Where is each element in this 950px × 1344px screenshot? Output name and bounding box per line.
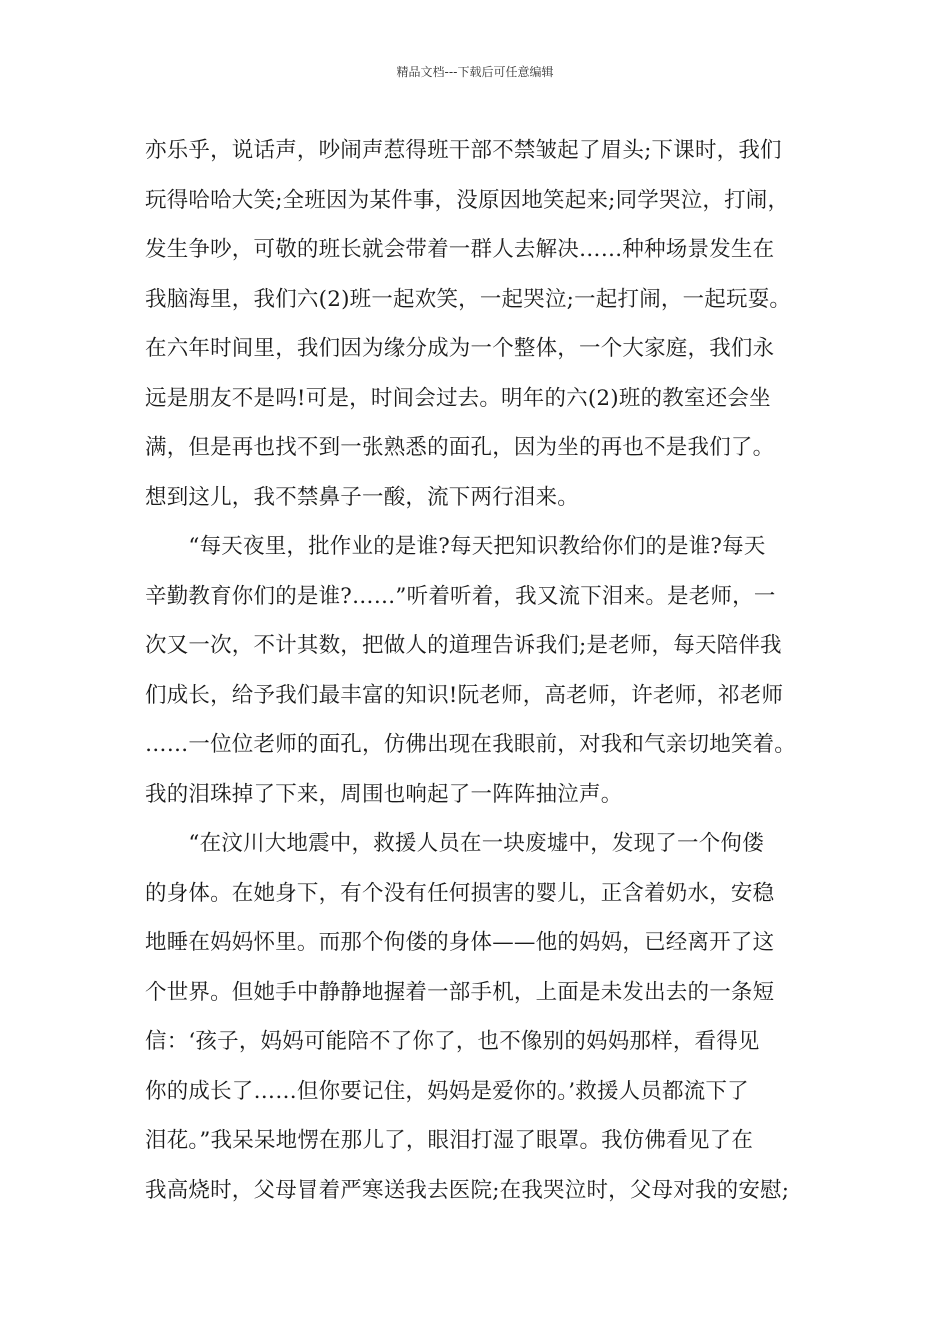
text-line: 泪花。”我呆呆地愣在那儿了，眼泪打湿了眼罩。我仿佛看见了在 [145,1128,754,1153]
text-line: 我脑海里，我们六(2)班一起欢笑，一起哭泣;一起打闹，一起玩耍。 [145,286,792,312]
text-line: 我高烧时，父母冒着严寒送我去医院;在我哭泣时，父母对我的安慰; [145,1177,790,1203]
text-line: 信：‘孩子，妈妈可能陪不了你了，也不像别的妈妈那样，看得见 [145,1029,760,1054]
text-line: 发生争吵，可敬的班长就会带着一群人去解决……种种场景发生在 [145,237,775,262]
text-line: 次又一次，不计其数，把做人的道理告诉我们;是老师，每天陪伴我 [145,633,782,658]
text-line: 玩得哈哈大笑;全班因为某件事，没原因地笑起来;同学哭泣，打闹， [145,187,790,213]
text-line: 亦乐乎，说话声，吵闹声惹得班干部不禁皱起了眉头;下课时，我们 [145,138,782,163]
text-line: 满，但是再也找不到一张熟悉的面孔，因为坐的再也不是我们了。 [145,435,775,460]
text-line: 的身体。在她身下，有个没有任何损害的婴儿，正含着奶水，安稳 [145,880,775,906]
text-line: 辛勤教育你们的是谁?……”听着听着，我又流下泪来。是老师，一 [145,583,776,609]
text-line: ……一位位老师的面孔，仿佛出现在我眼前，对我和气亲切地笑着。 [145,732,797,757]
text-line: 你的成长了……但你要记住，妈妈是爱你的。’救援人员都流下了 [145,1078,749,1104]
text-line: 个世界。但她手中静静地握着一部手机，上面是未发出去的一条短 [145,979,775,1005]
text-line: “在汶川大地震中，救援人员在一块废墟中，发现了一个佝偻 [145,831,764,856]
text-line: 在六年时间里，我们因为缘分成为一个整体，一个大家庭，我们永 [145,336,775,361]
text-line: 想到这儿，我不禁鼻子一酸，流下两行泪来。 [145,484,580,510]
body-text [145,126,825,1215]
text-line: 远是朋友不是吗!可是，时间会过去。明年的六(2)班的教室还会坐 [145,385,771,411]
text-line: 地睡在妈妈怀里。而那个佝偻的身体——他的妈妈，已经离开了这 [145,930,775,955]
text-line: 我的泪珠掉了下来，周围也响起了一阵阵抽泣声。 [145,781,623,807]
page-header: 精品文档---下载后可任意编辑 [396,65,554,79]
text-line: “每天夜里，批作业的是谁?每天把知识教给你们的是谁?每天 [145,534,766,559]
text-line: 们成长，给予我们最丰富的知识!阮老师，高老师，许老师，祁老师 [145,682,784,708]
